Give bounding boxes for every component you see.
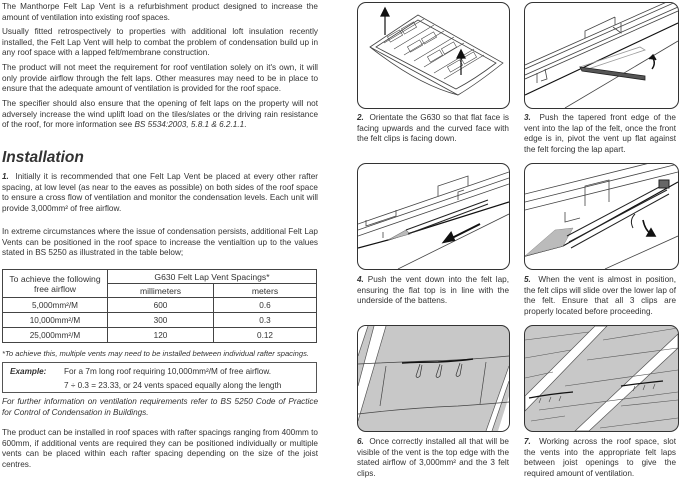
example-box: [2, 362, 317, 393]
felt-clip-icon: [416, 363, 462, 378]
step-4-caption: [357, 275, 509, 307]
millimeters-cell: 300: [108, 313, 214, 328]
airflow-column-header: To achieve the following free airflow: [3, 270, 108, 298]
step-2-caption: [357, 113, 509, 145]
vent-orientation-drawing: [358, 3, 509, 108]
step-3-text: Push the tapered front edge of the vent into the lap of the felt, once the front edge is in, pivot the vent up flat against the felt forcing the lap apart.: [524, 113, 676, 154]
millimeters-cell: 600: [108, 298, 214, 313]
vent-spacing-table: [2, 269, 317, 343]
intro-paragraph-1: The Manthorpe Felt Lap Vent is a refurbishment product designed to increase the amount of ventilation into existing roof spaces.: [2, 2, 318, 22]
left-arrow-icon: [444, 224, 480, 242]
step-4-text: Push the vent down into the felt lap, ensuring the flat top is in line with the underside of the battens.: [357, 275, 509, 306]
step-7-illustration: [524, 325, 679, 432]
installation-heading: Installation: [2, 149, 84, 166]
push-vent-down-drawing: [358, 164, 509, 269]
millimeters-cell: 120: [108, 328, 214, 343]
step-1-number: 1.: [2, 172, 9, 181]
airflow-cell: 25,000mm²/M: [3, 328, 108, 343]
table-row: [3, 328, 317, 343]
felt-clips-sliding-drawing: [525, 164, 678, 269]
step-4-number: 4.: [357, 275, 364, 284]
step-2-text: Orientate the G630 so that flat face is facing upwards and the curved face with the felt clips is facing down.: [357, 113, 509, 144]
intro-paragraph-4: [2, 99, 318, 131]
table-row: [3, 313, 317, 328]
step-6-illustration: [357, 325, 510, 432]
step-3-illustration: [524, 2, 679, 109]
push-vent-into-lap-drawing: [525, 3, 678, 108]
step-7-number: 7.: [524, 437, 531, 446]
roof-space-vents-drawing: [525, 326, 678, 431]
meters-header: meters: [214, 284, 317, 298]
airflow-cell: 10,000mm²/M: [3, 313, 108, 328]
intro-paragraph-4-text: The specifier should also ensure that the opening of felt laps on the property will not adversely increase the wind uplift load on the tiles/slates or the driving rain resistance of the roof, for more information see: [2, 99, 318, 130]
step-7-text: Working across the roof space, slot the vents into the appropriate felt laps between joist openings to give the required amount of ventilation.: [524, 437, 676, 478]
step-1-text: Initially it is recommended that one Felt Lap Vent be placed at every other rafter spacing, at low level (as near to the eaves as possible) on both sides of the roof space to ensure a cross flow of ventilation and monitor the condensation levels. Each unit will provide 3,000mm² of free airflow.: [2, 172, 318, 213]
example-line-2: 7 ÷ 0.3 = 23.33, or 24 vents spaced equally along the length: [64, 381, 282, 390]
airflow-cell: 5,000mm²/M: [3, 298, 108, 313]
example-label: Example:: [10, 367, 47, 376]
intro-paragraph-3: The product will not meet the requirement for roof ventilation solely on it's own, it will only provide airflow through the felt laps. Other measures may need to be in place to ensure that the adequate amount of ventilation is provided for the roof space.: [2, 63, 318, 94]
intro-paragraph-4-end: .: [244, 120, 247, 130]
installed-vent-drawing: [358, 326, 509, 431]
step-5-illustration: [524, 163, 679, 270]
step-6-number: 6.: [357, 437, 364, 446]
further-information-note: For further information on ventilation requirements refer to BS 5250 Code of Practice for Control of Condensation in Buildings.: [2, 397, 318, 417]
meters-cell: 0.12: [214, 328, 317, 343]
extreme-circumstances-paragraph: In extreme circumstances where the issue of condensation persists, additional Felt Lap Vents can be positioned in the roof space to increase the ventialtion up to the values stated in BS 5250 as illustrated in the table below;: [2, 227, 318, 258]
spacings-group-header: G630 Felt Lap Vent Spacings*: [108, 270, 317, 284]
step-7-caption: [524, 437, 676, 479]
rotate-arrow-icon: [649, 55, 656, 69]
down-arrow-icon: [643, 220, 655, 236]
step-2-illustration: [357, 2, 510, 109]
step-2-number: 2.: [357, 113, 364, 122]
step-3-caption: [524, 113, 676, 155]
step-5-number: 5.: [524, 275, 531, 284]
rafter-spacing-note: The product can be installed in roof spaces with rafter spacings ranging from 400mm to 600mm, if additional vents are required they can be positioned individually or multiple vents can be placed within each rafter spacing depending on the size of the joist centres.: [2, 428, 318, 469]
step-6-text: Once correctly installed all that will be visible of the vent is the top edge with the stated airflow of 3,000mm² and the 3 felt clips.: [357, 437, 509, 478]
table-footnote: *To achieve this, multiple vents may need to be installed between individual rafter spacings.: [2, 349, 310, 358]
step-4-illustration: [357, 163, 510, 270]
meters-cell: 0.3: [214, 313, 317, 328]
meters-cell: 0.6: [214, 298, 317, 313]
step-6-caption: [357, 437, 509, 479]
intro-paragraph-2: Usually fitted retrospectively to properties with additional loft insulation recently installed, the Felt Lap Vent will help to combat the problem of condensation build up in any roof space with a lapped felt/membrane construction.: [2, 27, 318, 58]
step-5-text: When the vent is almost in position, the felt clips will slide over the lower lap of the felt. Ensure that all 3 clips are properly located before proceeding.: [524, 275, 676, 316]
step-5-caption: [524, 275, 676, 317]
step-3-number: 3.: [524, 113, 531, 122]
example-line-1: For a 7m long roof requiring 10,000mm²/M of free airflow.: [64, 367, 272, 376]
bs5534-reference: BS 5534:2003, 5.8.1 & 6.2.1.1: [134, 120, 245, 130]
table-row: [3, 298, 317, 313]
step-1-paragraph: [2, 172, 318, 214]
millimeters-header: millimeters: [108, 284, 214, 298]
